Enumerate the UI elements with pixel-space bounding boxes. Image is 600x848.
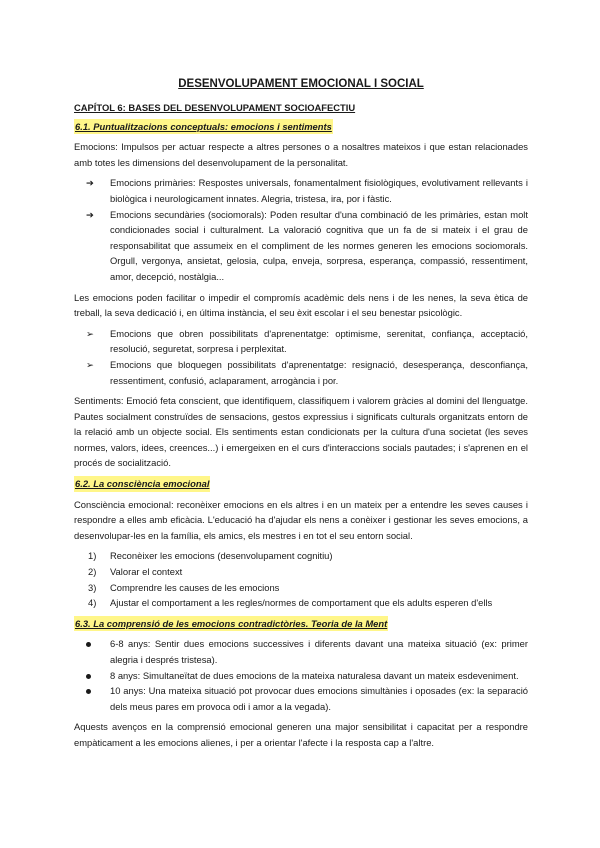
age-stages-list (74, 636, 528, 714)
emotions-definition: Emocions: Impulsos per actuar respecte a altres persones o a nosaltres mateixos i que estan relacionades amb totes les dimensions del desenvolupament de la personalitat. (74, 141, 528, 168)
arrowhead-icon: ➢ (86, 327, 94, 339)
arrow-icon: ➔ (86, 177, 94, 189)
list-item (74, 207, 528, 285)
document-title: DESENVOLUPAMENT EMOCIONAL I SOCIAL (178, 78, 424, 90)
list-item-text: Reconèixer les emocions (desenvolupament cognitiu) (110, 550, 333, 562)
list-item (74, 580, 528, 596)
list-item-text: Ajustar el comportament a les regles/normes de comportament que els adults esperen d'ells (110, 597, 493, 609)
list-item-text: Emocions que bloquegen possibilitats d'aprenentatge: resignació, desesperança, desconfiança, ressentiment, confusió, aclaparament, arrogància i por. (110, 358, 528, 386)
section-6-2-title: 6.2. La consciència emocional (74, 476, 210, 492)
list-item (74, 668, 528, 684)
list-item (74, 683, 528, 714)
list-item (74, 595, 528, 611)
list-item (74, 548, 528, 564)
step-number: 4) (88, 597, 97, 609)
section-6-1-title: 6.1. Puntualitzacions conceptuals: emocions i sentiments (74, 119, 333, 135)
emotional-awareness-definition: Consciència emocional: reconèixer emocions en els altres i en un mateix per a entendre les seves causes i respondre a elles amb eficàcia. L'educació ha d'ajudar els nens a conèixer i gestionar les seves emocions, a desenvolupar-les en la família, els amics, els mestres i en tot el seu entorn social. (74, 498, 528, 541)
bullet-icon (86, 668, 104, 684)
list-item (74, 175, 528, 206)
step-number: 3) (88, 581, 97, 593)
feelings-definition: Sentiments: Emoció feta conscient, que identifiquem, classifiquem i valorem gràcies al domini del llenguatge. Pautes socialment construïdes de sensacions, gestos expressius i significats culturals organitzats entorn de la relació amb un objecte social. Els sentiments estan condicionats per la cultura d'una societat (les seves normes, valors, idees, creences...) i emergeixen en el curs d'interaccions socials pautades; i s'aprenen en el procés de socialització. (74, 395, 528, 469)
list-item (74, 326, 528, 357)
list-item-text: Emocions primàries: Respostes universals, fonamentalment fisiològiques, evolutivament rellevants i biològica i neurologicament innates. Alegria, tristesa, ira, por i fàstic. (110, 177, 528, 204)
list-item-text: 10 anys: Una mateixa situació pot provocar dues emocions simultànies i oposades (ex: la separació dels meus pares em provoca odi i amor a la vegada). (110, 685, 528, 712)
list-item-text: 6-8 anys: Sentir dues emocions successives i diferents davant una mateixa situació (ex: primer alegria i després tristesa). (110, 638, 528, 665)
step-number: 2) (88, 566, 97, 578)
bullet-icon (86, 636, 104, 652)
list-item (74, 564, 528, 580)
emotion-types-list (74, 175, 528, 284)
step-number: 1) (88, 550, 97, 562)
chapter-heading: CAPÍTOL 6: BASES DEL DESENVOLUPAMENT SOCIOAFECTIU (74, 102, 356, 113)
document-page (74, 76, 528, 756)
academic-paragraph: Les emocions poden facilitar o impedir el compromís acadèmic dels nens i de les nenes, la seva ètica de treball, la seva dedicació i, en última instància, el seu èxit escolar i el seu benestar psicològic. (74, 291, 528, 319)
list-item-text: Emocions secundàries (sociomorals): Poden resultar d'una combinació de les primàries, estan molt condicionades social i culturalment. La valoració cognitiva que un fa de si mateix i el grau de responsabilitat que assumeix en el compliment de les normes generen les emocions sociomorals. Orgull, vergonya, ansietat, gelosia, culpa, enveja, sorpresa, esperança, compassió, ressentiment, amor, decepció, nostàlgia... (110, 208, 528, 282)
list-item (74, 636, 528, 667)
closing-paragraph: Aquests avenços en la comprensió emocional generen una major sensibilitat i capacitat per a respondre empàticament a les emocions alienes, i per a orientar l'afecte i la resposta cap a l'altre. (74, 721, 528, 748)
list-item-text: 8 anys: Simultaneïtat de dues emocions de la mateixa naturalesa davant un mateix esdeveniment. (110, 669, 519, 681)
arrow-icon: ➔ (86, 208, 94, 220)
arrowhead-icon: ➢ (86, 358, 94, 370)
list-item-text: Comprendre les causes de les emocions (110, 581, 280, 593)
list-item (74, 357, 528, 388)
learning-emotions-list (74, 326, 528, 388)
list-item-text: Emocions que obren possibilitats d'aprenentatge: optimisme, serenitat, confiança, acceptació, resolució, seguretat, sorpresa i perplexitat. (110, 327, 528, 355)
bullet-icon (86, 683, 104, 699)
section-6-3-title: 6.3. La comprensió de les emocions contradictòries. Teoria de la Ment (74, 616, 388, 632)
list-item-text: Valorar el context (110, 566, 183, 578)
awareness-steps-list (74, 548, 528, 610)
